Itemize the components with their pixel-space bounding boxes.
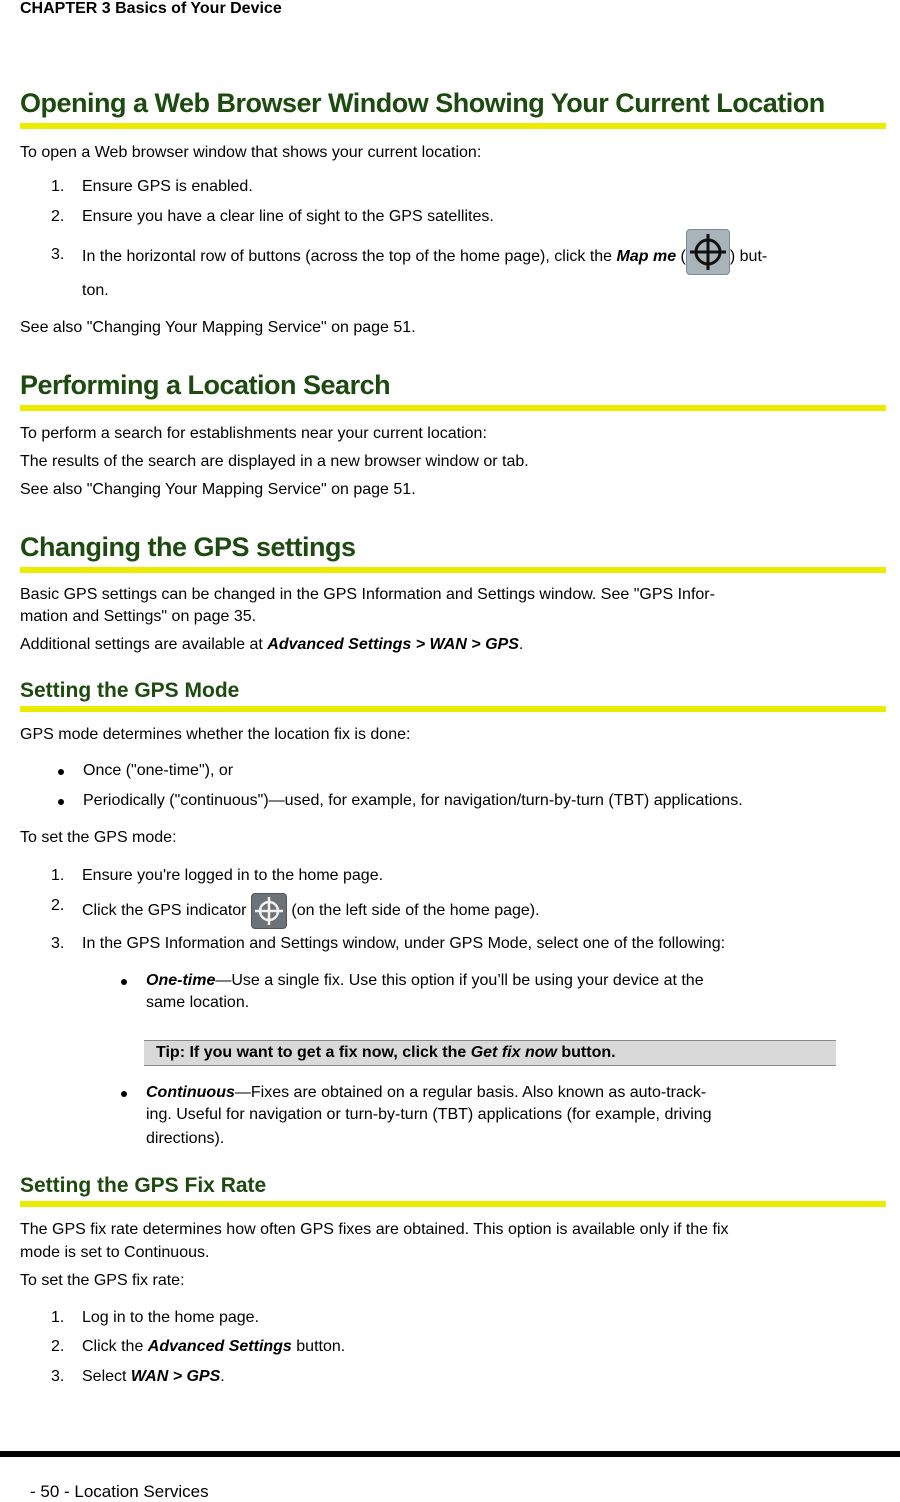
section1-see-also: See also "Changing Your Mapping Service" on page 51. [20, 319, 416, 336]
footer-divider [0, 1451, 900, 1457]
section4-intro: GPS mode determines whether the location fix is done: [20, 726, 411, 743]
section-title-gps-mode: Setting the GPS Mode [20, 679, 886, 712]
section3-para2: Additional settings are available at Advanced Settings > WAN > GPS. [20, 636, 524, 653]
crosshair-icon[interactable] [251, 893, 287, 929]
section3-para1-line2: mation and Settings" on page 35. [20, 608, 257, 625]
section-title-gps-settings: Changing the GPS settings [20, 532, 886, 573]
section-title-gps-fix-rate: Setting the GPS Fix Rate [20, 1174, 886, 1207]
section2-see-also: See also "Changing Your Mapping Service" on page 51. [20, 481, 416, 498]
page-footer: - 50 - Location Services [30, 1482, 209, 1501]
crosshair-icon[interactable] [686, 229, 730, 275]
section5-to-set: To set the GPS fix rate: [20, 1272, 185, 1289]
section2-line: The results of the search are displayed in a new browser window or tab. [20, 453, 529, 470]
section5-para-line2: mode is set to Continuous. [20, 1244, 210, 1261]
section1-intro: To open a Web browser window that shows your current location: [20, 144, 482, 161]
section3-para1-line1: Basic GPS settings can be changed in the GPS Information and Settings window. See "GPS Infor- [20, 586, 715, 603]
chapter-header: CHAPTER 3 Basics of Your Device [20, 0, 282, 17]
tip-box: Tip: If you want to get a fix now, click the Get fix now button. [144, 1040, 836, 1066]
section4-to-set: To set the GPS mode: [20, 829, 177, 846]
section2-line: To perform a search for establishments near your current location: [20, 425, 487, 442]
section-title-location-search: Performing a Location Search [20, 370, 886, 411]
section-title-web-browser: Opening a Web Browser Window Showing Your Current Location [20, 88, 886, 129]
section5-para-line1: The GPS fix rate determines how often GPS fixes are obtained. This option is available only if the fix [20, 1221, 729, 1238]
